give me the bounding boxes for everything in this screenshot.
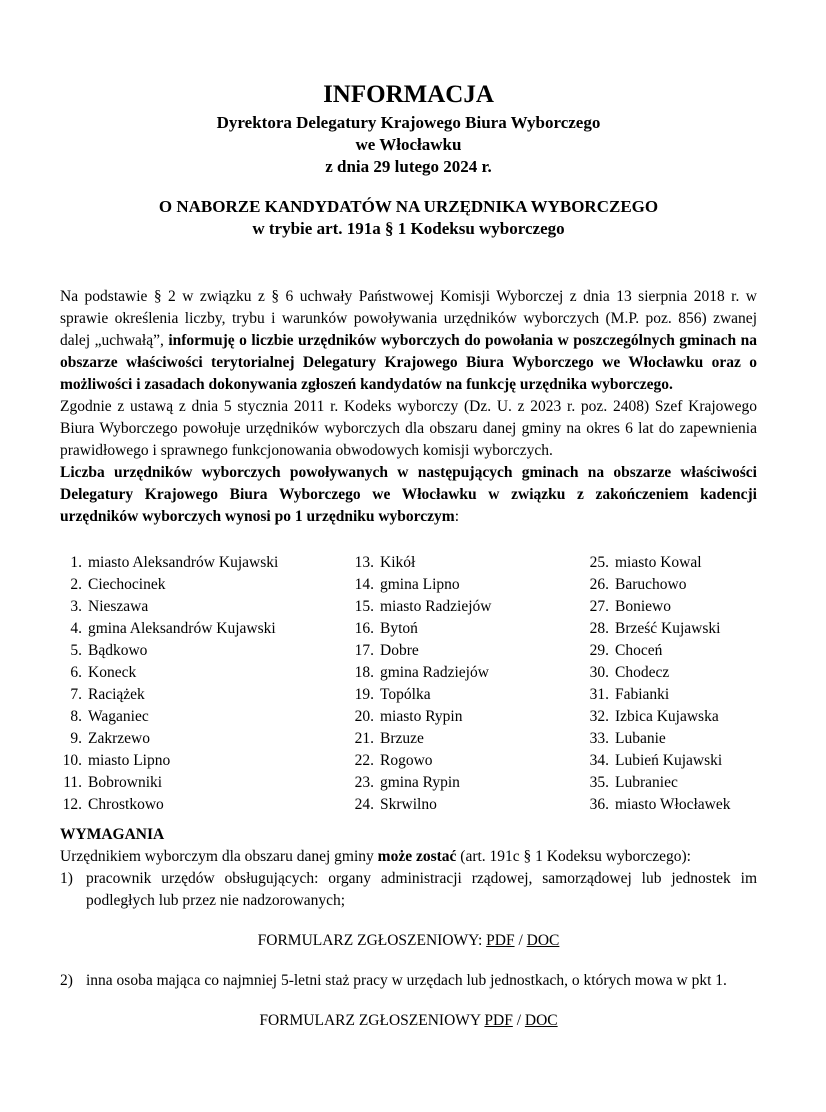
municipality-name: Raciążek xyxy=(88,686,145,703)
municipality-item xyxy=(585,684,731,706)
municipality-item xyxy=(60,772,278,794)
issuer-city: we Włocławku xyxy=(355,135,462,154)
municipality-column-3 xyxy=(585,552,731,816)
municipality-name: Boniewo xyxy=(615,598,671,615)
municipality-name: gmina Radziejów xyxy=(380,664,489,681)
municipality-number: 30. xyxy=(589,664,609,681)
municipality-number: 35. xyxy=(589,774,609,791)
municipality-name: miasto Lipno xyxy=(88,752,171,769)
legal-basis-paragraph: Zgodnie z ustawą z dnia 5 stycznia 2011 r. Kodeks wyborczy (Dz. U. z 2023 r. poz. 2408) Szef Krajowego Biura Wyborczego powołuje urzędników wyborczych dla obszaru danej gminy na okres 6 lat do zapewnienia prawidłowego i sprawnego funkcjonowania obwodowych komisji wyborczych. xyxy=(60,398,757,459)
municipality-item xyxy=(585,552,731,574)
municipality-name: gmina Lipno xyxy=(380,576,460,593)
municipality-number: 32. xyxy=(589,708,609,725)
topic-subheading: w trybie art. 191a § 1 Kodeksu wyborczego xyxy=(252,219,565,238)
document-page xyxy=(60,78,757,1032)
municipality-item xyxy=(585,794,731,816)
municipality-name: gmina Aleksandrów Kujawski xyxy=(88,620,276,637)
municipality-number: 26. xyxy=(589,576,609,593)
municipality-column-1 xyxy=(60,552,278,816)
requirements-intro-bold: może zostać xyxy=(377,848,457,865)
municipality-name: miasto Rypin xyxy=(380,708,463,725)
municipality-item xyxy=(350,618,492,640)
municipality-number: 20. xyxy=(354,708,374,725)
municipality-number: 22. xyxy=(354,752,374,769)
municipality-item xyxy=(60,728,278,750)
issue-date: z dnia 29 lutego 2024 r. xyxy=(325,157,492,176)
intro-bold-text: informuję o liczbie urzędników wyborczych do powołania w poszczególnych gminach na obszarze właściwości terytorialnej Delegatury Krajowego Biura Wyborczego we Włocławku oraz o możliwości i zasadach dokonywania zgłoszeń kandydatów na funkcję urzędnika wyborczego. xyxy=(60,332,757,393)
count-colon: : xyxy=(454,508,460,525)
municipality-column-2 xyxy=(350,552,492,816)
intro-text: Na podstawie § 2 w związku z § 6 uchwały Państwowej Komisji Wyborczej z dnia 13 sierpnia 2018 r. w sprawie określenia liczby, trybu i warunków powoływania urzędników wyborczych (M.P. poz. 856) zwanej dalej „uchwałą”, xyxy=(60,288,757,349)
form-label: FORMULARZ ZGŁOSZENIOWY xyxy=(259,1012,485,1029)
count-bold-text: Liczba urzędników wyborczych powoływanych w następujących gminach na obszarze właściwości Delegatury Krajowego Biura Wyborczego we Włocławku w związku z zakończeniem kadencji urzędników wyborczych wynosi po 1 urzędniku wyborczym xyxy=(60,464,757,525)
municipality-item xyxy=(350,772,492,794)
municipality-name: gmina Rypin xyxy=(380,774,460,791)
municipality-item xyxy=(350,596,492,618)
municipality-number: 28. xyxy=(589,620,609,637)
municipality-name: Baruchowo xyxy=(615,576,687,593)
municipality-name: Koneck xyxy=(88,664,137,681)
municipality-item xyxy=(585,596,731,618)
municipality-number: 36. xyxy=(589,796,609,813)
form-separator: / xyxy=(514,932,527,949)
municipality-name: miasto Aleksandrów Kujawski xyxy=(88,554,279,571)
municipality-item xyxy=(60,750,278,772)
municipality-number: 18. xyxy=(354,664,374,681)
form-pdf-link[interactable]: PDF xyxy=(486,932,515,949)
municipality-item xyxy=(60,684,278,706)
municipality-number: 6. xyxy=(70,664,82,681)
municipality-name: miasto Radziejów xyxy=(380,598,492,615)
municipality-name: Bobrowniki xyxy=(88,774,163,791)
municipality-number: 19. xyxy=(354,686,374,703)
municipality-number: 27. xyxy=(589,598,609,615)
municipality-name: Skrwilno xyxy=(380,796,437,813)
municipality-number: 25. xyxy=(589,554,609,571)
municipality-name: Dobre xyxy=(380,642,419,659)
municipality-item xyxy=(350,552,492,574)
municipality-number: 1. xyxy=(70,554,82,571)
municipality-item xyxy=(350,750,492,772)
requirement-item-number: 2) xyxy=(60,972,73,989)
municipality-name: Izbica Kujawska xyxy=(615,708,719,725)
municipality-item xyxy=(60,574,278,596)
municipality-number: 13. xyxy=(354,554,374,571)
requirement-item-text: pracownik urzędów obsługujących: organy administracji rządowej, samorządowej lub jednostek im podległych lub przez nie nadzorowanych; xyxy=(86,870,757,909)
issuer-line: Dyrektora Delegatury Krajowego Biura Wyborczego xyxy=(216,113,601,132)
municipality-item xyxy=(585,574,731,596)
count-paragraph xyxy=(60,462,757,528)
municipality-number: 23. xyxy=(354,774,374,791)
form-doc-link[interactable]: DOC xyxy=(524,1012,558,1029)
intro-paragraph xyxy=(60,286,757,396)
municipality-number: 5. xyxy=(70,642,82,659)
municipality-name: Bytoń xyxy=(380,620,418,637)
municipality-item xyxy=(585,772,731,794)
municipality-item xyxy=(60,662,278,684)
requirements-intro-text: Urzędnikiem wyborczym dla obszaru danej gminy xyxy=(60,848,378,865)
requirements-heading: WYMAGANIA xyxy=(60,826,165,843)
municipality-name: Choceń xyxy=(615,642,663,659)
municipality-name: Topólka xyxy=(380,686,431,703)
requirements-intro xyxy=(60,846,757,868)
municipality-number: 14. xyxy=(354,576,374,593)
municipality-number: 3. xyxy=(70,598,82,615)
municipality-number: 29. xyxy=(589,642,609,659)
municipality-name: Nieszawa xyxy=(88,598,149,615)
municipality-number: 33. xyxy=(589,730,609,747)
form-label: FORMULARZ ZGŁOSZENIOWY: xyxy=(257,932,487,949)
municipality-name: Fabianki xyxy=(615,686,670,703)
municipality-item xyxy=(585,728,731,750)
municipality-item xyxy=(60,706,278,728)
application-form-line-1 xyxy=(60,930,757,952)
requirements-intro-ref: (art. 191c § 1 Kodeksu wyborczego): xyxy=(456,848,691,865)
municipality-item xyxy=(350,794,492,816)
requirement-item-1 xyxy=(60,868,757,912)
municipality-number: 2. xyxy=(70,576,82,593)
municipality-item xyxy=(585,706,731,728)
municipality-item xyxy=(350,640,492,662)
municipality-name: Ciechocinek xyxy=(88,576,166,593)
municipality-item xyxy=(60,596,278,618)
municipality-item xyxy=(585,640,731,662)
municipality-item xyxy=(585,750,731,772)
municipality-name: Brzuze xyxy=(380,730,424,747)
form-doc-link[interactable]: DOC xyxy=(526,932,560,949)
requirement-item-text: inna osoba mająca co najmniej 5-letni staż pracy w urzędach lub jednostkach, o których mowa w pkt 1. xyxy=(86,972,727,989)
municipality-name: Kikół xyxy=(380,554,416,571)
municipality-name: Chodecz xyxy=(615,664,670,681)
municipality-item xyxy=(350,684,492,706)
municipality-name: Zakrzewo xyxy=(88,730,150,747)
page-title: INFORMACJA xyxy=(323,81,494,108)
municipality-name: Brześć Kujawski xyxy=(615,620,721,637)
municipality-number: 10. xyxy=(62,752,82,769)
municipality-number: 34. xyxy=(589,752,609,769)
municipality-name: Waganiec xyxy=(88,708,149,725)
municipality-name: Bądkowo xyxy=(88,642,148,659)
municipality-item xyxy=(585,618,731,640)
form-pdf-link[interactable]: PDF xyxy=(484,1012,513,1029)
municipality-number: 17. xyxy=(354,642,374,659)
topic-heading: O NABORZE KANDYDATÓW NA URZĘDNIKA WYBORCZEGO xyxy=(158,197,659,216)
municipality-number: 15. xyxy=(354,598,374,615)
municipality-list xyxy=(60,552,757,820)
municipality-name: miasto Kowal xyxy=(615,554,702,571)
municipality-name: Lubraniec xyxy=(615,774,678,791)
municipality-name: Lubanie xyxy=(615,730,666,747)
municipality-item xyxy=(60,618,278,640)
municipality-number: 8. xyxy=(70,708,82,725)
requirement-item-2 xyxy=(60,970,757,992)
municipality-name: Rogowo xyxy=(380,752,433,769)
form-separator: / xyxy=(512,1012,525,1029)
municipality-item xyxy=(60,794,278,816)
municipality-item xyxy=(585,662,731,684)
municipality-number: 12. xyxy=(62,796,82,813)
municipality-number: 4. xyxy=(70,620,82,637)
municipality-name: Chrostkowo xyxy=(88,796,164,813)
municipality-number: 16. xyxy=(354,620,374,637)
requirement-item-number: 1) xyxy=(60,870,73,887)
municipality-item xyxy=(60,552,278,574)
municipality-item xyxy=(60,640,278,662)
municipality-item xyxy=(350,574,492,596)
municipality-number: 24. xyxy=(354,796,374,813)
application-form-line-2 xyxy=(60,1010,757,1032)
municipality-number: 7. xyxy=(70,686,82,703)
municipality-number: 9. xyxy=(70,730,82,747)
municipality-number: 11. xyxy=(63,774,82,791)
municipality-item xyxy=(350,728,492,750)
municipality-number: 21. xyxy=(354,730,374,747)
municipality-item xyxy=(350,706,492,728)
municipality-name: Lubień Kujawski xyxy=(615,752,723,769)
municipality-name: miasto Włocławek xyxy=(615,796,731,813)
municipality-item xyxy=(350,662,492,684)
municipality-number: 31. xyxy=(589,686,609,703)
